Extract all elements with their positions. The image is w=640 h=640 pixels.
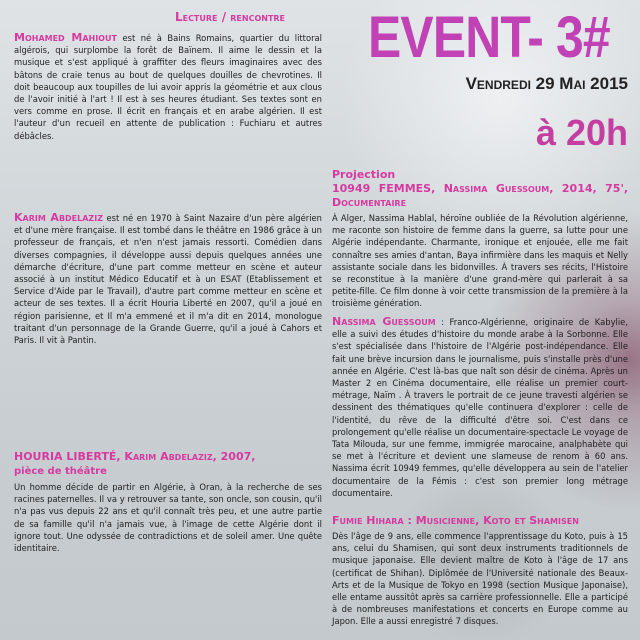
hihara-text: Dès l'âge de 9 ans, elle commence l'apprentissage du Koto, puis à 15 ans, celui du Shamisen, qui sont deux instruments traditionnels de musique japonaise. Elle devient maître de Koto à l'âge de 17 ans (certificat de Shihan). Diplômée de l'Université nationale des Beaux-Arts et de la Musique de Tokyo en 1998 (section Musique Japonaise), elle entame aussitôt après sa carrière professionnelle. Elle a participé à de nombreuses manifestations et concerts en Europe comme au Japon. Elle a aussi enregistré 7 disques. <box>332 531 628 627</box>
film-title: 10949 FEMMES, <box>332 182 436 195</box>
houria-subtitle: pièce de théâtre <box>14 466 107 477</box>
abdelaziz-bio <box>14 212 322 346</box>
mahiout-text: est né à Bains Romains, quartier du littoral algérois, qui surplombe la forêt de Baïnem. Il aime le dessin et la musique et s'est appliqué à graffiter des fleurs imaginaires avec des bâtons de craie tenus au bout de quelques douilles de chevrotines. Il doit beaucoup aux toupilles de lui avoir appris la géométrie et aux clous de l'avoir initié à l'art ! Il est à ses heures étudiant. Ses textes sont en vers comme en prose. Il écrit en français et en arabe algérien. Il est l'auteur d'un recueil en attente de publication : Fuchiaru et autres débâcles. <box>14 33 322 141</box>
event-date: Vendredi 29 Mai 2015 <box>465 74 628 93</box>
mahiout-name: Mohamed Mahiout <box>14 31 117 44</box>
abdelaziz-name: Karim Abdelaziz <box>14 211 104 224</box>
houria-author: Karim Abdelaziz, 2007, <box>124 450 256 463</box>
film-synopsis: À Alger, Nassima Hablal, héroïne oubliée de la Révolution algérienne, me raconte son histoire de femme dans la guerre, sa lutte pour une Algérie indépendante. Charmante, ironique et enjouée, elle me fait connaître ses amies d'antan, Baya infirmière dans les maquis et Nelly assistante sociale dans les bidonvilles. À travers ses récits, l'Histoire se reconstitue à la manière d'une grand-mère qui parlerait à sa petite-fille. Ce film donne à voir cette transmission de la première à la troisième génération. <box>332 213 628 309</box>
event-title: EVENT- 3# <box>368 5 610 70</box>
mahiout-bio <box>14 32 322 142</box>
hihara-heading: Fumie Hihara : Musicienne, Koto et Shamisen <box>332 514 579 527</box>
abdelaziz-text: est né en 1970 à Saint Nazaire d'un père algérien et d'une mère française. Il est tombé dans le théâtre en 1986 grâce à un professeur de français, et n'en n'est jamais ressorti. Comédien dans diverses compagnies, il développe aussi depuis quelques années une démarche d'écriture, d'une part comme metteur en scène et auteur associé à un institut Médico Educatif et à un ESAT (Etablissement et Service d'Aide par le Travail), d'autre part comme metteur en scène et acteur de ses textes. Il a écrit Houria Liberté en 2007, qu'il a joué en région parisienne, et Il m'a emmené et il m'a dit en 2014, monologue traitant d'un personnage de la Grande Guerre, qu'il a joué à Cahors et Paris. Il vit à Pantin. <box>14 213 322 346</box>
projection-label: Projection <box>332 168 396 181</box>
houria-text: Un homme décide de partir en Algérie, à Oran, à la recherche de ses racines paternelles. Il va y retrouver sa tante, son oncle, son cousin, qu'il n'a pas vus depuis 22 ans et qu'il connaît très peu, et une autre partie de sa famille qu'il n'a jamais vue, à l'image de cette Algérie dont il ignore tout. Une odyssée de contradictions et de soleil amer. Une quête identitaire. <box>14 482 322 554</box>
film-meta: Nassima Guessoum, 2014, 75', Documentaire <box>332 182 628 209</box>
hihara-bio <box>332 514 628 628</box>
guessoum-name: Nassima Guessoum <box>332 315 436 328</box>
guessoum-bio <box>332 316 628 499</box>
houria-title: HOURIA LIBERTÉ, <box>14 450 121 463</box>
section-label: Lecture / rencontre <box>174 10 286 24</box>
guessoum-text: : Franco-Algérienne, originaire de Kabylie, elle a suivi des études d'histoire du monde arabe à la Sorbonne. Elle s'est spécialisée dans l'histoire de l'Algérie post-indépendance. Elle fait une brève incursion dans le journalisme, puis s'installe près d'une année en Algérie. C'est là-bas que naît son désir de cinéma. Après un Master 2 en Cinéma documentaire, elle réalise un premier court-métrage, Naïm . À travers le portrait de ce jeune travesti algérien se dessinent des thématiques qu'elle continuera d'explorer : celle de l'identité, du rêve de la difficulté d'être soi. C'est dans ce prolongement qu'elle réalise un documentaire-spectacle Le voyage de Tata Milouda, sur une femme, immigrée marocaine, analphabète qui se met à l'écriture et devient une slameuse de renom à 60 ans. Nassima écrit 10949 femmes, qu'elle développera au sein de l'atelier documentaire de la Fémis : c'est son premier long métrage documentaire. <box>332 317 628 498</box>
houria-section <box>14 450 322 554</box>
event-time: à 20h <box>535 112 628 153</box>
projection-section <box>332 168 628 310</box>
